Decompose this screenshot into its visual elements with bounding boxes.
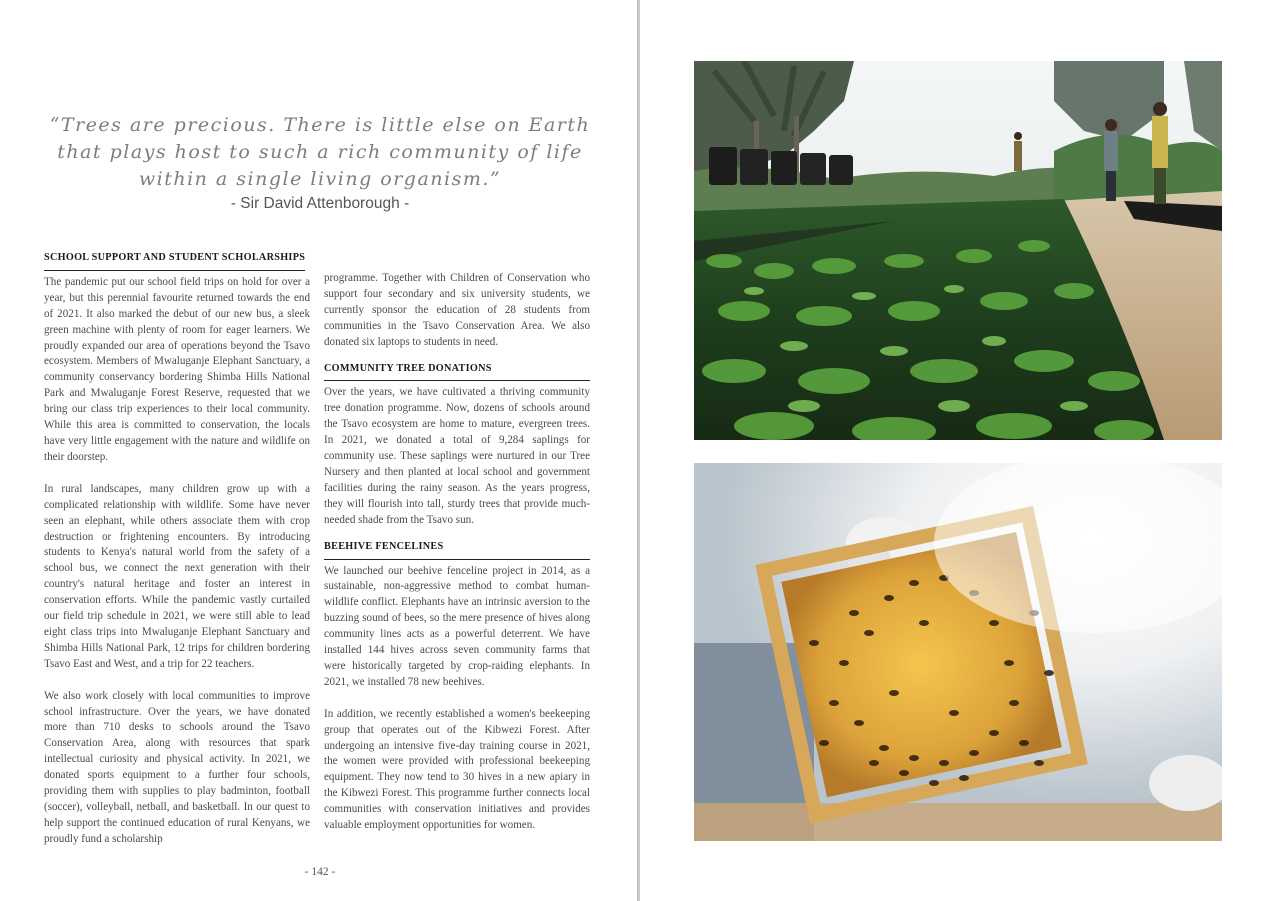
paragraph: We also work closely with local communities to improve school infrastructure. Over the years, we have donated more than 710 desks to schools around the Tsavo Conservation Area, along with resources that spark intellectual curiosity and physical activity. In 2021, we donated sports equipment to a further four schools, providing them with supplies to play badminton, football (soccer), volleyball, netball, and basketball. In our quest to help support the continued education of rural Kenyans, we proudly fund a scholarship <box>44 689 310 845</box>
beehive-frame-photo <box>694 463 1222 841</box>
text-column-left <box>44 250 310 864</box>
paragraph: We launched our beehive fenceline project in 2014, as a sustainable, non-aggressive method to combat human-wildlife conflict. Elephants have an intrinsic aversion to the buzzing sound of bees, so the mere presence of hives along community lines acts as a powerful deterrent. We have installed 144 hives across seven community farms that were historically targeted by crop-raiding elephants. In 2021, we installed 78 new beehives. <box>324 564 590 688</box>
quote-line: within a single living organism.” <box>138 168 502 190</box>
quote-line: that plays host to such a rich community of life <box>57 141 583 163</box>
tree-nursery-photo <box>694 61 1222 440</box>
quote-author: - Sir David Attenborough - <box>230 195 410 212</box>
page-number: - 142 - <box>304 866 336 878</box>
paragraph: In rural landscapes, many children grow up with a complicated relationship with wildlife. Some have never seen an elephant, while others associate them with crop destruction or frightening encounters. By introducing students to Kenya's natural world from the safety of a school bus, we connect the next generation with their country's natural heritage and foster an interest in conservation efforts. While the pandemic vastly curtailed our field trip schedule in 2021, we were still able to lead eight class trips into Mwaluganje Elephant Sanctuary and Shimba Hills National Park, 12 trips for children bordering Tsavo East and West, and a trip for 22 teachers. <box>44 482 310 670</box>
text-column-right <box>324 271 590 850</box>
quote-line: “Trees are precious. There is little else on Earth <box>49 114 591 136</box>
section-heading-tree-donations: COMMUNITY TREE DONATIONS <box>324 361 590 382</box>
section-heading-beehive-fencelines: BEEHIVE FENCELINES <box>324 539 590 560</box>
pull-quote <box>40 112 600 213</box>
section-heading-school-support: SCHOOL SUPPORT AND STUDENT SCHOLARSHIPS <box>44 250 305 271</box>
paragraph: Over the years, we have cultivated a thriving community tree donation programme. Now, dozens of schools around the Tsavo ecosystem are home to mature, evergreen trees. In 2021, we donated a total of 9,284 saplings for community use. These saplings were nurtured in our Tree Nursery and then planted at local school and government facilities during the rainy season. As the years progress, they will flourish into tall, sturdy trees that provide much-needed shade from the Tsavo sun. <box>324 386 590 526</box>
paragraph: In addition, we recently established a women's beekeeping group that operates out of the Kibwezi Forest. After undergoing an intensive five-day training course in 2021, the women were provided with professional beekeeping equipment. They now tend to 30 hives in a new apiary in the Kibwezi Forest. This programme further connects local communities with conservation initiatives and provides valuable employment opportunities for women. <box>324 707 590 832</box>
paragraph: programme. Together with Children of Conservation who support four secondary and six university students, we currently sponsor the education of 28 students from communities in the Tsavo Conservation Area. We also donated six laptops to students in need. <box>324 272 590 348</box>
paragraph: The pandemic put our school field trips on hold for over a year, but this perennial favourite returned towards the end of 2021. It also marked the debut of our new bus, a sleek green machine with plenty of room for eager learners. We proudly expanded our area of operations beyond the Tsavo ecosystem. Members of Mwaluganje Elephant Sanctuary, a community conservancy bordering Shimba Hills National Park and Mwaluganje Forest Reserve, requested that we bring our class trip experiences to their local community. While this area is committed to conservation, the locals have very little engagement with the nature and wildlife on their doorstep. <box>44 275 310 463</box>
left-page <box>0 0 638 901</box>
